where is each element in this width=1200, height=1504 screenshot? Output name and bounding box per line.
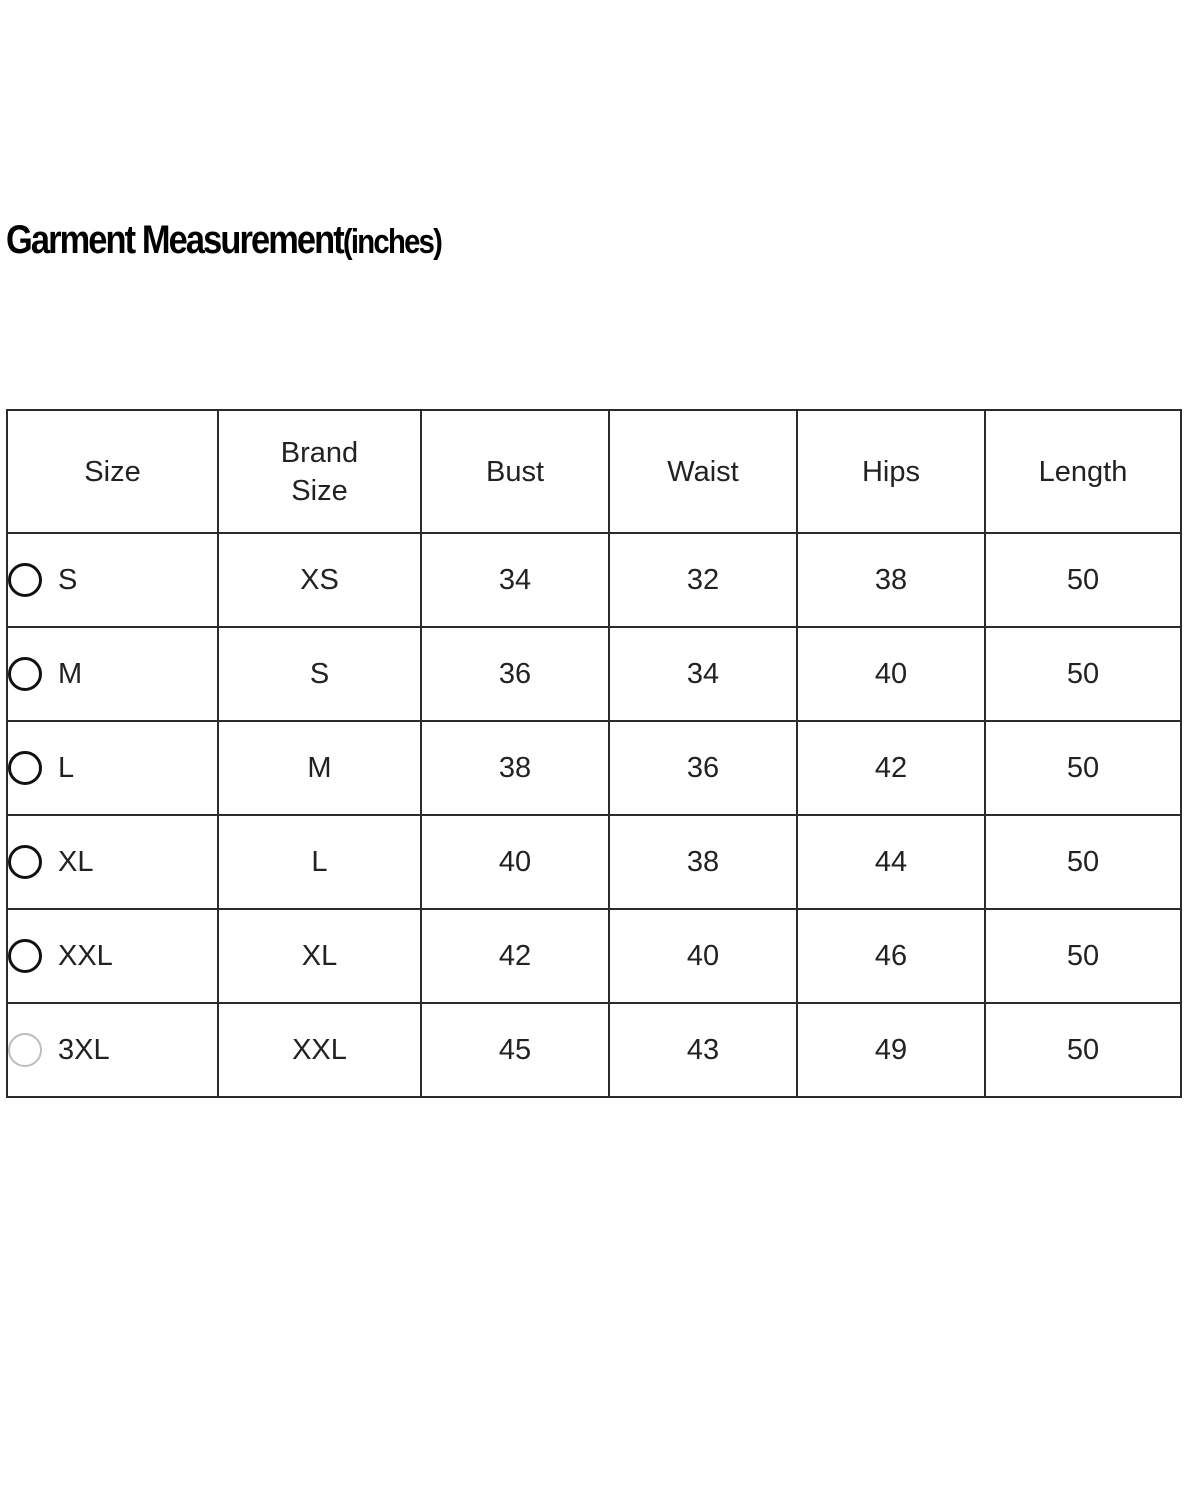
header-length: Length — [985, 410, 1181, 533]
size-radio-xl[interactable] — [8, 845, 42, 879]
hips-cell: 40 — [797, 627, 985, 721]
waist-cell: 32 — [609, 533, 797, 627]
waist-cell: 38 — [609, 815, 797, 909]
page-title — [6, 218, 441, 263]
bust-cell: 36 — [421, 627, 609, 721]
size-cell — [7, 815, 218, 909]
brand-size-cell: S — [218, 627, 421, 721]
waist-cell: 43 — [609, 1003, 797, 1097]
size-radio-m[interactable] — [8, 657, 42, 691]
size-cell — [7, 909, 218, 1003]
title-main: Garment Measurement — [6, 218, 343, 262]
size-radio-l[interactable] — [8, 751, 42, 785]
length-cell: 50 — [985, 721, 1181, 815]
hips-cell: 49 — [797, 1003, 985, 1097]
size-radio-s[interactable] — [8, 563, 42, 597]
hips-cell: 38 — [797, 533, 985, 627]
header-brand-size — [218, 410, 421, 533]
hips-cell: 46 — [797, 909, 985, 1003]
header-size: Size — [7, 410, 218, 533]
size-label: XXL — [58, 939, 113, 972]
size-label: M — [58, 657, 83, 690]
table-header-row — [7, 410, 1181, 533]
table-row — [7, 909, 1181, 1003]
header-brand-line2: Size — [291, 474, 348, 507]
size-radio-xxl[interactable] — [8, 939, 42, 973]
size-cell — [7, 721, 218, 815]
waist-cell: 40 — [609, 909, 797, 1003]
size-label: L — [58, 751, 75, 784]
size-cell — [7, 1003, 218, 1097]
table-row — [7, 815, 1181, 909]
hips-cell: 42 — [797, 721, 985, 815]
length-cell: 50 — [985, 1003, 1181, 1097]
brand-size-cell: XXL — [218, 1003, 421, 1097]
header-brand-line1: Brand — [280, 436, 359, 469]
length-cell: 50 — [985, 909, 1181, 1003]
size-label: XL — [58, 845, 94, 878]
table-row — [7, 1003, 1181, 1097]
brand-size-cell: XS — [218, 533, 421, 627]
header-hips: Hips — [797, 410, 985, 533]
bust-cell: 40 — [421, 815, 609, 909]
table-row — [7, 627, 1181, 721]
bust-cell: 38 — [421, 721, 609, 815]
brand-size-cell: L — [218, 815, 421, 909]
size-cell — [7, 627, 218, 721]
brand-size-cell: XL — [218, 909, 421, 1003]
size-radio-3xl[interactable] — [8, 1033, 42, 1067]
size-chart-table — [6, 409, 1182, 1098]
length-cell: 50 — [985, 533, 1181, 627]
title-unit: (inches) — [342, 223, 442, 261]
bust-cell: 42 — [421, 909, 609, 1003]
size-label: S — [58, 563, 78, 596]
table-row — [7, 721, 1181, 815]
table-row — [7, 533, 1181, 627]
waist-cell: 36 — [609, 721, 797, 815]
length-cell: 50 — [985, 627, 1181, 721]
hips-cell: 44 — [797, 815, 985, 909]
bust-cell: 45 — [421, 1003, 609, 1097]
bust-cell: 34 — [421, 533, 609, 627]
brand-size-cell: M — [218, 721, 421, 815]
size-cell — [7, 533, 218, 627]
header-bust: Bust — [421, 410, 609, 533]
header-waist: Waist — [609, 410, 797, 533]
length-cell: 50 — [985, 815, 1181, 909]
waist-cell: 34 — [609, 627, 797, 721]
size-label: 3XL — [58, 1033, 110, 1066]
